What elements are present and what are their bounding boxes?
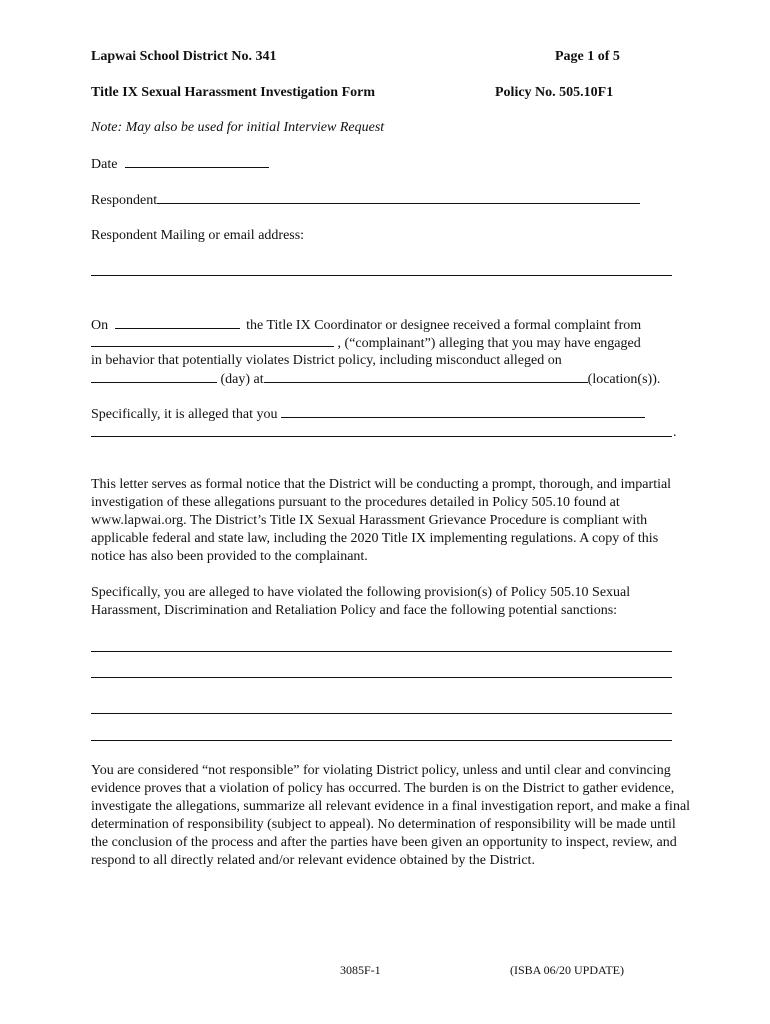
allegation-line [91,405,645,424]
date-field[interactable] [91,155,269,174]
complaint-line-4 [91,370,660,389]
complaint-line-2 [91,334,641,353]
sanction-line-4[interactable] [91,740,672,741]
responsibility-paragraph: You are considered “not responsible” for violating District policy, unless and until clear and convincing evidence proves that a violation of policy has occurred. The burden is on the District to gather evidence, investigate the allegations, summarize all relevant evidence in a final investigation report, and make a final determination of responsibility (subject to appeal). No determination of responsibility will be made until the conclusion of the process and after the parties have been given an opportunity to inspect, review, and respond to all directly related and/or relevant evidence obtained by the District. [91,763,691,868]
violation-paragraph: Specifically, you are alleged to have violated the following provision(s) of Policy 505.10 Sexual Harassment, Discrimination and Retaliation Policy and face the following potential sanctions: [91,585,631,618]
allegation-blank[interactable] [281,405,645,418]
form-code: 3085F-1 [340,963,381,977]
policy-number: Policy No. 505.10F1 [495,85,614,100]
usage-note: Note: May also be used for initial Interview Request [91,120,385,135]
allegation-blank-2[interactable] [91,436,672,437]
complainant-text: , (“complainant”) alleging that you may have engaged [337,336,641,351]
complaint-line-1 [91,316,641,335]
received-text: the Title IX Coordinator or designee received a formal complaint from [246,318,642,333]
date-blank[interactable] [125,155,269,168]
complaint-date-blank[interactable] [115,316,240,329]
notice-paragraph: This letter serves as formal notice that the District will be conducting a prompt, thorough, and impartial investigation of these allegations pursuant to the procedures detailed in Policy 505.10 found at www.lapwai.org. The District’s Title IX Sexual Harassment Grievance Procedure is compliant with applicable federal and state law, including the 2020 Title IX implementing regulations. A copy of this notice has also been provided to the complainant. [91,477,672,564]
date-label: Date [91,157,118,172]
sanction-line-3[interactable] [91,713,672,714]
location-blank[interactable] [264,370,588,383]
allegation-label: Specifically, it is alleged that you [91,407,278,422]
update-note: (ISBA 06/20 UPDATE) [510,963,625,977]
respondent-field[interactable] [91,191,640,210]
allegation-period: . [673,425,677,440]
page-number: Page 1 of 5 [555,49,620,64]
location-label: (location(s)). [587,372,661,387]
complaint-line-3: in behavior that potentially violates District policy, including misconduct alleged on [91,353,562,368]
district-name: Lapwai School District No. 341 [91,49,277,64]
day-label: (day) at [220,372,264,387]
form-title: Title IX Sexual Harassment Investigation Form [91,85,376,100]
address-label: Respondent Mailing or email address: [91,228,305,243]
sanction-line-2[interactable] [91,677,672,678]
sanction-line-1[interactable] [91,651,672,652]
respondent-blank[interactable] [157,191,640,204]
day-blank[interactable] [91,370,217,383]
respondent-label: Respondent [91,193,158,208]
on-label: On [91,318,109,333]
complainant-blank[interactable] [91,334,334,347]
address-blank[interactable] [91,275,672,276]
